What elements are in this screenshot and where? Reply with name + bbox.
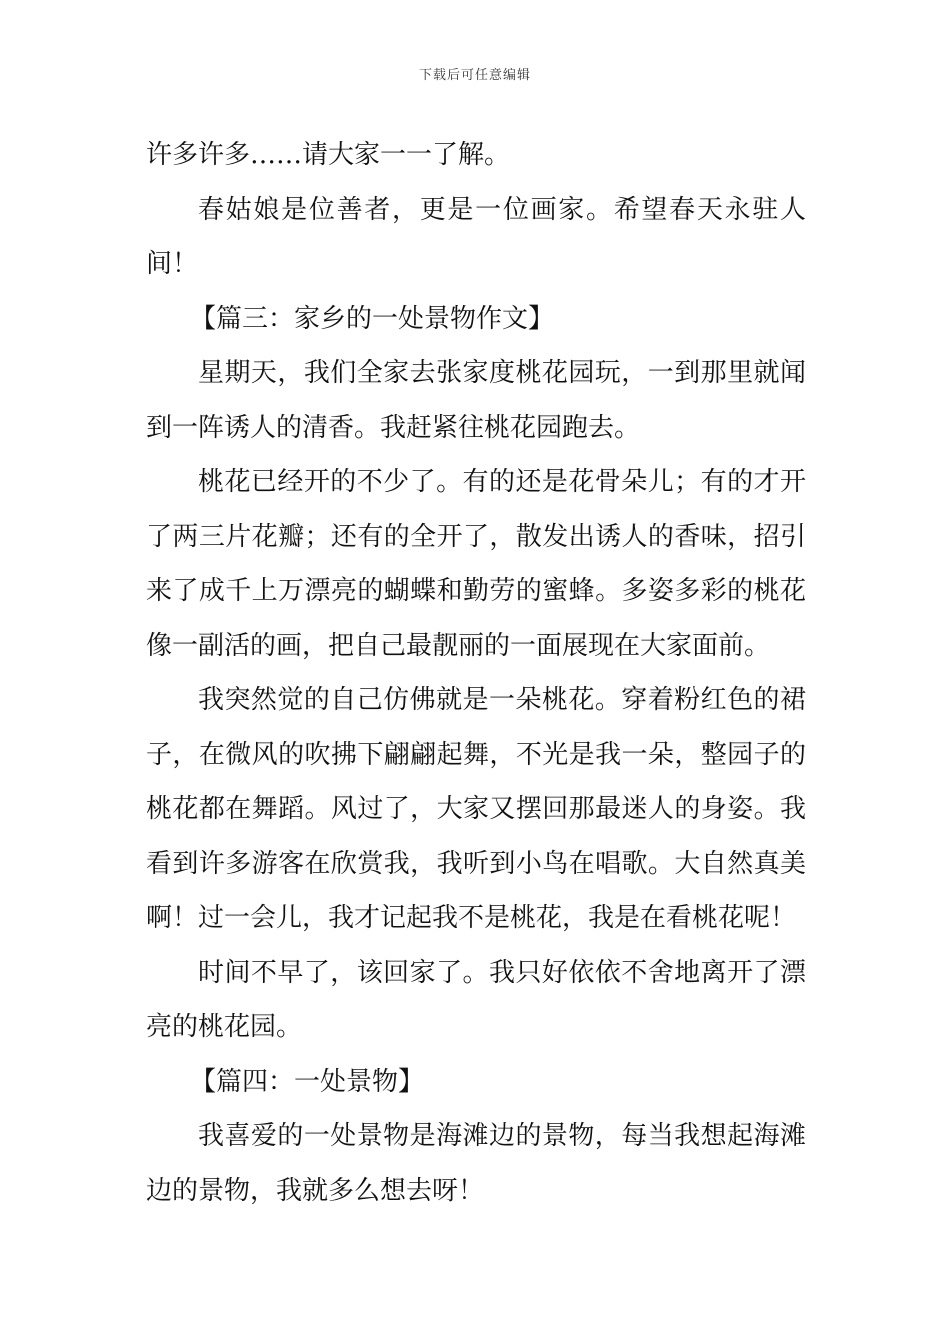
paragraph-sunday-trip: 星期天，我们全家去张家度桃花园玩，一到那里就闻到一阵诱人的清香。我赶紧往桃花园跑去。 [146, 358, 806, 443]
document-body [146, 128, 806, 1218]
paragraph-beach-scene: 我喜爱的一处景物是海滩边的景物，每当我想起海滩边的景物，我就多么想去呀！ [146, 1121, 806, 1206]
page-header: 下载后可任意编辑 [418, 68, 531, 83]
paragraph-imagine-blossom: 我突然觉的自己仿佛就是一朵桃花。穿着粉红色的裙子，在微风的吹拂下翩翩起舞，不光是我一朵，整园子的桃花都在舞蹈。风过了，大家又摆回那最迷人的身姿。我看到许多游客在欣赏我，我听到小鸟在唱歌。大自然真美啊！过一会儿，我才记起我不是桃花，我是在看桃花呢！ [146, 685, 806, 933]
section-heading-4: 【篇四：一处景物】 [190, 1066, 425, 1097]
paragraph-peach-blossoms: 桃花已经开的不少了。有的还是花骨朵儿；有的才开了两三片花瓣；还有的全开了，散发出诱人的香味，招引来了成千上万漂亮的蝴蝶和勤劳的蜜蜂。多姿多彩的桃花像一副活的画，把自己最靓丽的一面展现在大家面前。 [146, 467, 806, 661]
paragraph-spring-painter: 春姑娘是位善者，更是一位画家。希望春天永驻人间！ [146, 194, 806, 279]
paragraph-going-home: 时间不早了，该回家了。我只好依依不舍地离开了漂亮的桃花园。 [146, 957, 806, 1042]
paragraph-continuation: 许多许多……请大家一一了解。 [146, 140, 511, 170]
section-heading-3: 【篇三：家乡的一处景物作文】 [190, 303, 555, 334]
